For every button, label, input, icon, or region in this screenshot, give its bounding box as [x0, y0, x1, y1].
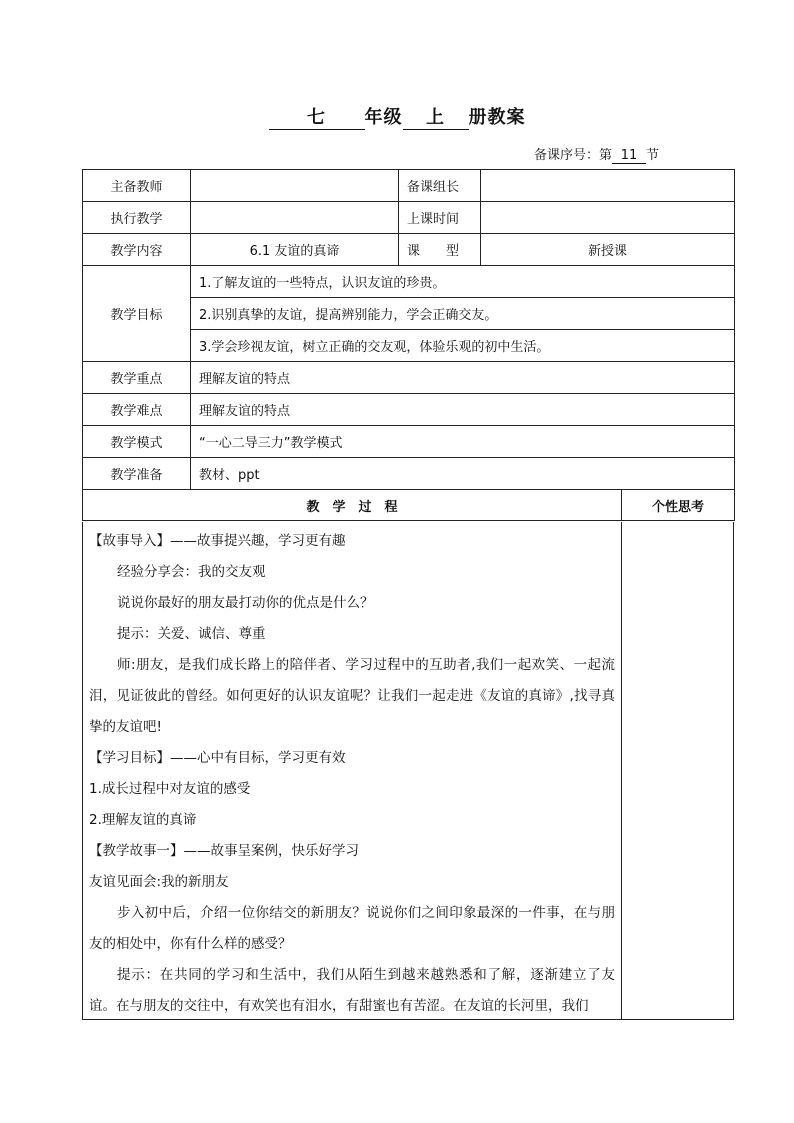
process-header: 教 学 过 程 — [83, 490, 622, 521]
exec-label: 执行教学 — [83, 202, 191, 234]
table-row — [83, 202, 735, 234]
goal-item: 3.学会珍视友谊，树立正确的交友观，体验乐观的初中生活。 — [191, 330, 735, 362]
volume-suffix: 册教案 — [468, 107, 526, 128]
prep-value: 教材、ppt — [191, 458, 735, 490]
text-line: 友谊见面会:我的新朋友 — [89, 874, 229, 890]
lesson-suffix: 节 — [646, 148, 660, 163]
content-label: 教学内容 — [83, 234, 191, 266]
text-line: 提示：关爱、诚信、尊重 — [117, 626, 266, 642]
reflection-header: 个性思考 — [622, 490, 735, 521]
goal-item: 2.识别真挚的友谊，提高辨别能力，学会正确交友。 — [191, 298, 735, 330]
focus-value: 理解友谊的特点 — [191, 362, 735, 394]
lead-teacher-value — [191, 170, 399, 202]
table-row — [83, 266, 735, 298]
table-row — [83, 426, 735, 458]
type-value: 新授课 — [481, 234, 735, 266]
table-row — [83, 170, 735, 202]
paragraph: 步入初中后，介绍一位你结交的新朋友？说说你们之间印象最深的一件事，在与朋友的相处中，你有什么样的感受？ — [89, 905, 615, 952]
section-heading: 【学习目标】——心中有目标，学习更有效 — [89, 750, 346, 766]
paragraph: 师:朋友，是我们成长路上的陪伴者、学习过程中的互助者,我们一起欢笑、一起流泪，见证彼此的曾经。如何更好的认识友谊呢？让我们一起走进《友谊的真谛》,找寻真挚的友谊吧! — [89, 657, 615, 735]
section-heading: 【故事导入】——故事提兴趣，学习更有趣 — [89, 533, 346, 549]
text-line: 2.理解友谊的真谛 — [89, 812, 197, 828]
prep-label: 教学准备 — [83, 458, 191, 490]
mode-value: “一心二导三力”教学模式 — [191, 426, 735, 458]
mode-label: 教学模式 — [83, 426, 191, 458]
table-row — [83, 362, 735, 394]
lesson-num: 11 — [612, 148, 646, 164]
process-content — [82, 522, 622, 1020]
content-value: 6.1 友谊的真谛 — [191, 234, 399, 266]
paragraph: 提示：在共同的学习和生活中，我们从陌生到越来越熟悉和了解，逐渐建立了友谊。在与朋友的交往中，有欢笑也有泪水，有甜蜜也有苦涩。在友谊的长河里，我们 — [89, 967, 615, 1014]
group-leader-label: 备课组长 — [399, 170, 481, 202]
type-label: 课 型 — [399, 234, 481, 266]
lesson-number — [534, 144, 659, 164]
document-title — [0, 103, 794, 130]
section-heading: 【教学故事一】——故事呈案例，快乐好学习 — [89, 843, 359, 859]
process-header-row — [83, 490, 735, 521]
text-line: 经验分享会：我的交友观 — [117, 564, 266, 580]
difficulty-value: 理解友谊的特点 — [191, 394, 735, 426]
text-line: 1.成长过程中对友谊的感受 — [89, 781, 251, 797]
focus-label: 教学重点 — [83, 362, 191, 394]
goals-label: 教学目标 — [83, 266, 191, 362]
class-time-value — [481, 202, 735, 234]
grade-blank: 七 — [269, 103, 365, 130]
lesson-info-table — [82, 169, 735, 521]
table-row — [83, 234, 735, 266]
class-time-label: 上课时间 — [399, 202, 481, 234]
group-leader-value — [481, 170, 735, 202]
exec-value — [191, 202, 399, 234]
goal-item: 1.了解友谊的一些特点，认识友谊的珍贵。 — [191, 266, 735, 298]
volume-blank: 上 — [403, 103, 469, 130]
lesson-prefix: 备课序号：第 — [534, 148, 613, 163]
grade-suffix: 年级 — [364, 107, 403, 128]
reflection-column — [621, 522, 734, 1020]
difficulty-label: 教学难点 — [83, 394, 191, 426]
lead-teacher-label: 主备教师 — [83, 170, 191, 202]
table-row — [83, 394, 735, 426]
text-line: 说说你最好的朋友最打动你的优点是什么？ — [117, 595, 374, 611]
table-row — [83, 458, 735, 490]
